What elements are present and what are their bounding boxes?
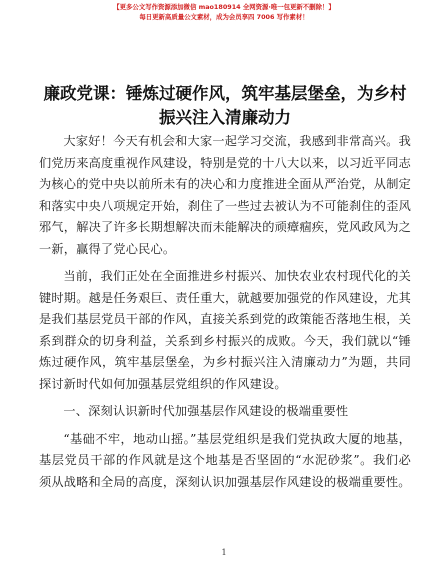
section-heading: 一、深刻认识新时代加强基层作风建设的极端重要性: [63, 404, 349, 418]
document-title: 廉政党课：锤炼过硬作风，筑牢基层堡垒，为乡村振兴注入清廉动力: [43, 84, 407, 127]
paragraph-context: 当前，我们正处在全面推进乡村振兴、加快农业农村现代化的关键时期。越是任务艰巨、责任重大，就越要加强党的作风建设，尤其是我们基层党员干部的作风，直接关系到党的政策能否落地生根，关系到群众的切身利益，关系到乡村振兴的成败。今天，我们就以“锤炼过硬作风，筑牢基层堡垒，为乡村振兴注入清廉动力”为题，共同探讨新时代如何加强基层党组织的作风建设。: [39, 269, 411, 391]
paragraph-greeting: 大家好！今天有机会和大家一起学习交流，我感到非常高兴。我们党历来高度重视作风建设，特别是党的十八大以来，以习近平同志为核心的党中央以前所未有的决心和力度推进全面从严治党，从制定和落实中央八项规定开始，刹住了一些过去被认为不可能刹住的歪风邪气，解决了许多长期想解决而未能解决的顽瘴痼疾，党风政风为之一新，赢得了党心民心。: [39, 134, 411, 256]
promo-banner: [0, 2, 448, 22]
promo-banner-line2: 每日更新高质量公文素材，成为会员享四 7006 写作素材！: [139, 13, 309, 21]
document-body: [39, 131, 411, 493]
page-number: 1: [221, 548, 227, 557]
promo-banner-line1: 【更多公文写作资源添加微信 mao180914 全网资源·唯一包更新不删除！】: [113, 3, 335, 11]
paragraph-foundation: “基础不牢，地动山摇。”基层党组织是我们党执政大厦的地基，基层党员干部的作风就是这个地基是否坚固的“水泥砂浆”。我们必须从战略和全局的高度，深刻认识加强基层作风建设的极端重要性。: [39, 431, 411, 489]
